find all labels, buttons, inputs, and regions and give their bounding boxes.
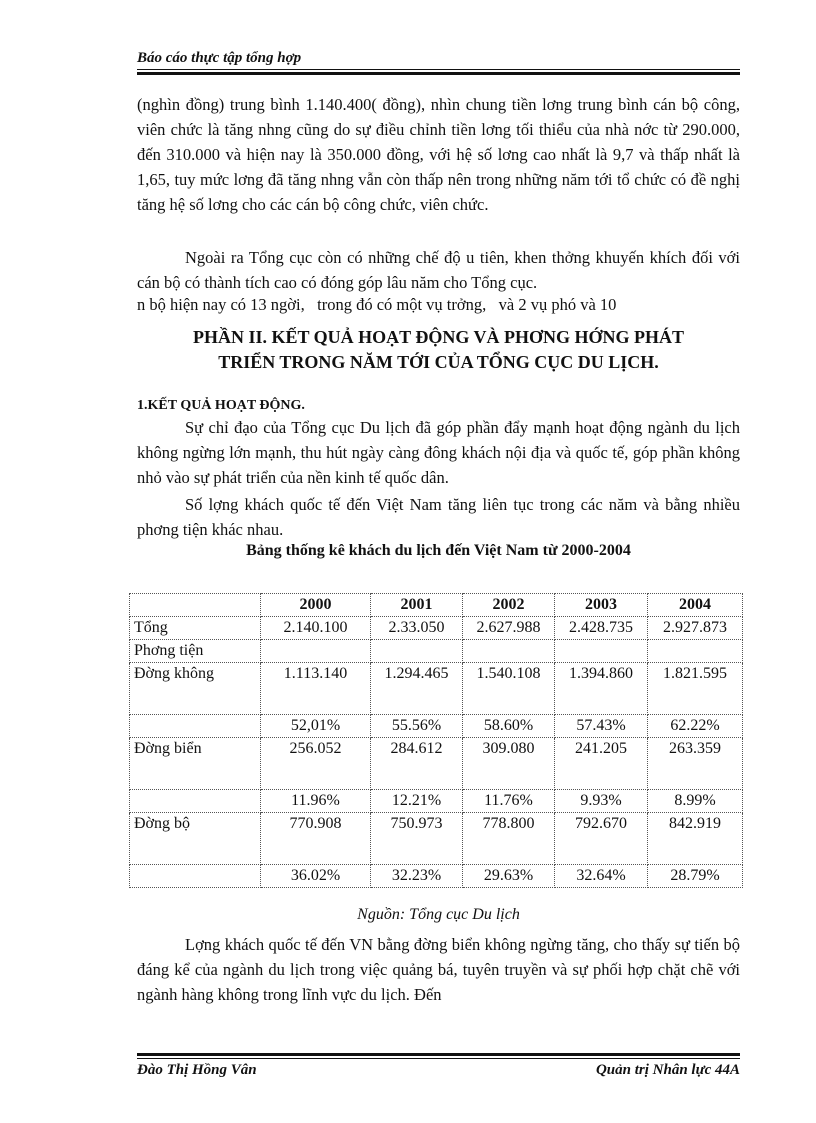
table-header-year: 2001 <box>371 594 463 617</box>
header-title: Báo cáo thực tập tổng hợp <box>137 50 302 66</box>
table-cell: 241.205 <box>555 738 648 790</box>
table-header-year: 2003 <box>555 594 648 617</box>
table-cell: 2.140.100 <box>261 617 371 640</box>
table-cell: 284.612 <box>371 738 463 790</box>
table-cell: 11.96% <box>261 790 371 813</box>
section-heading: 1.KẾT QUẢ HOẠT ĐỘNG. <box>137 398 305 413</box>
table-row <box>130 640 743 663</box>
paragraph-direction: Sự chỉ đạo của Tổng cục Du lịch đã góp phần đẩy mạnh hoạt động ngành du lịch không ngừng lớn mạnh, thu hút ngày càng đông khách nội địa và quốc tế, góp phần không nhỏ vào sự phát triển của nền kinh tế quốc dân. <box>137 418 740 487</box>
part-title-line-1: PHẦN II. KẾT QUẢ HOẠT ĐỘNG VÀ PHƠNG HỚNG PHÁT <box>192 327 685 347</box>
table-cell: 750.973 <box>371 813 463 865</box>
table-cell: 52,01% <box>261 715 371 738</box>
table-cell: 32.64% <box>555 865 648 888</box>
table-row-label <box>130 790 261 813</box>
footer-author: Đào Thị Hồng Vân <box>137 1062 257 1078</box>
table-cell: 2.33.050 <box>371 617 463 640</box>
table-row-label: Tổng <box>130 617 261 640</box>
table-header-row <box>130 594 743 617</box>
table-row-label <box>130 715 261 738</box>
table-cell: 2.927.873 <box>648 617 743 640</box>
paragraph-salary: (nghìn đồng) trung bình 1.140.400( đồng), nhìn chung tiền lơng trung bình cán bộ công, viên chức là tăng nhng cũng do sự điều chỉnh tiền lơng tối thiểu của nhà nớc từ 290.000, đến 310.000 và hiện nay là 350.000 đồng, với hệ số lơng cao nhất là 9,7 và thấp nhất là 1,65, tuy mức lơng đã tăng nhng vẫn còn thấp nên trong những năm tới tổ chức có đề nghị tăng hệ số lơng cho các cán bộ công chức, viên chức. <box>137 95 740 214</box>
table-cell: 1.821.595 <box>648 663 743 715</box>
footer-rule-thick <box>137 1053 740 1056</box>
table-header-year: 2004 <box>648 594 743 617</box>
table-cell: 58.60% <box>463 715 555 738</box>
table-cell: 1.540.108 <box>463 663 555 715</box>
table-cell: 1.394.860 <box>555 663 648 715</box>
table-row <box>130 790 743 813</box>
table-source: Nguồn: Tổng cục Du lịch <box>357 906 520 923</box>
footer-class: Quản trị Nhân lực 44A <box>595 1062 740 1078</box>
table-row-label: Đờng không <box>130 663 261 715</box>
table-cell: 2.428.735 <box>555 617 648 640</box>
table-row-label: Phơng tiện <box>130 640 261 663</box>
table-header-empty <box>130 594 261 617</box>
table-cell: 1.294.465 <box>371 663 463 715</box>
header-rule-thin <box>137 69 740 70</box>
table-cell: 12.21% <box>371 790 463 813</box>
footer-rule-thin <box>137 1058 740 1059</box>
table-row-label <box>130 865 261 888</box>
table-cell: 842.919 <box>648 813 743 865</box>
table-cell: 29.63% <box>463 865 555 888</box>
table-cell: 55.56% <box>371 715 463 738</box>
paragraph-visitor-growth: Số lợng khách quốc tế đến Việt Nam tăng liên tục trong các năm và bằng nhiều phơng tiện khác nhau. <box>137 495 740 539</box>
table-cell: 770.908 <box>261 813 371 865</box>
table-cell: 28.79% <box>648 865 743 888</box>
table-row <box>130 738 743 790</box>
table-cell: 2.627.988 <box>463 617 555 640</box>
table-row <box>130 617 743 640</box>
table-cell: 8.99% <box>648 790 743 813</box>
paragraph-staff-count: n bộ hiện nay có 13 ngời, trong đó có một vụ trởng, và 2 vụ phó và 10 <box>137 295 617 314</box>
table-cell <box>555 640 648 663</box>
table-cell <box>261 640 371 663</box>
table-caption: Bảng thống kê khách du lịch đến Việt Nam từ 2000-2004 <box>246 542 631 559</box>
table-cell <box>648 640 743 663</box>
table-cell <box>463 640 555 663</box>
table-row <box>130 865 743 888</box>
table-row <box>130 813 743 865</box>
table-cell: 36.02% <box>261 865 371 888</box>
table-cell: 62.22% <box>648 715 743 738</box>
table-cell: 11.76% <box>463 790 555 813</box>
paragraph-sea-visitors: Lợng khách quốc tế đến VN bằng đờng biển không ngừng tăng, cho thấy sự tiến bộ đáng kể của ngành du lịch trong việc quảng bá, tuyên truyền và sự phối hợp chặt chẽ với ngành hàng không trong lĩnh vực du lịch. Đến <box>137 935 740 1004</box>
table-cell: 263.359 <box>648 738 743 790</box>
table-cell <box>371 640 463 663</box>
table-cell: 9.93% <box>555 790 648 813</box>
table-header-year: 2000 <box>261 594 371 617</box>
table-row <box>130 715 743 738</box>
table-cell: 57.43% <box>555 715 648 738</box>
header-rule-thick <box>137 72 740 75</box>
visitor-statistics-table <box>129 593 743 888</box>
table-cell: 792.670 <box>555 813 648 865</box>
table-cell: 1.113.140 <box>261 663 371 715</box>
table-row-label: Đờng biển <box>130 738 261 790</box>
paragraph-rewards: Ngoài ra Tổng cục còn có những chế độ u tiên, khen thởng khuyến khích đối với cán bộ có thành tích cao có đóng góp lâu năm cho Tổng cục. <box>137 248 740 292</box>
table-cell: 778.800 <box>463 813 555 865</box>
table-cell: 309.080 <box>463 738 555 790</box>
table-row-label: Đờng bộ <box>130 813 261 865</box>
table-cell: 256.052 <box>261 738 371 790</box>
table-row <box>130 663 743 715</box>
table-header-year: 2002 <box>463 594 555 617</box>
part-title-line-2: TRIỂN TRONG NĂM TỚI CỦA TỔNG CỤC DU LỊCH. <box>218 352 659 372</box>
table-cell: 32.23% <box>371 865 463 888</box>
